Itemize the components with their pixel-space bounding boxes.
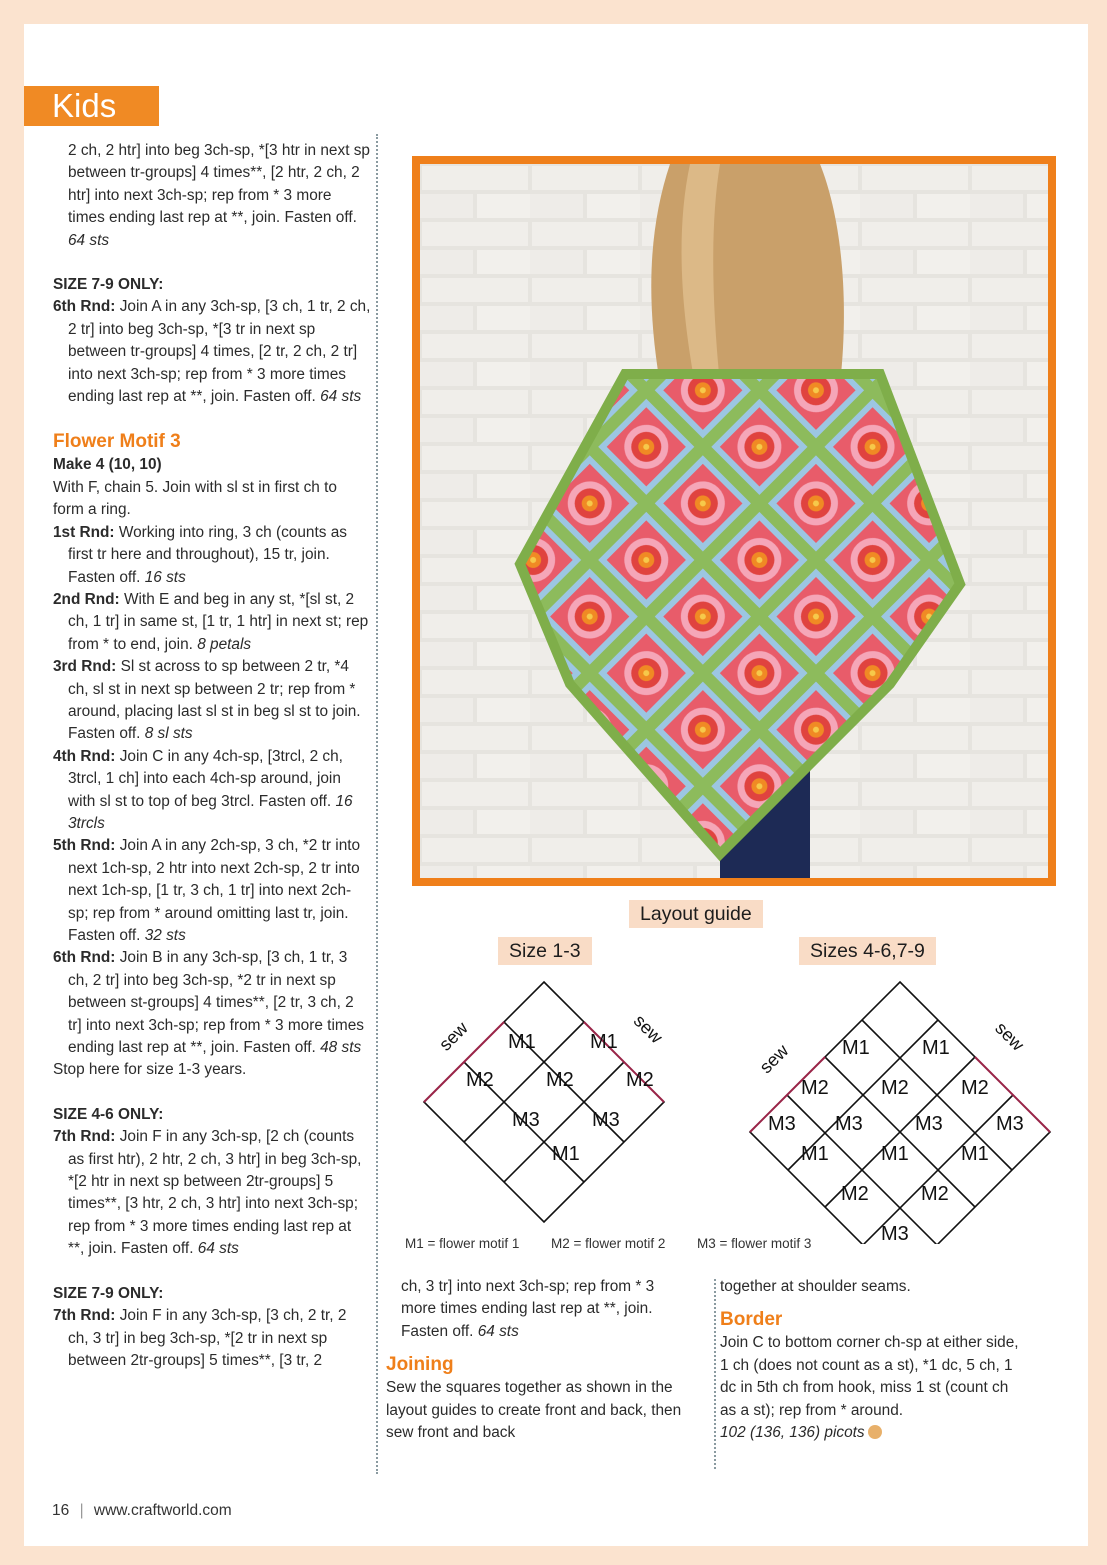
instruction-text: ch, 3 tr] into next 3ch-sp; rep from * 3 more times ending last rep at **, join. Fasten off. 64 sts [401, 1278, 655, 1340]
motif-label: M1 [590, 1031, 618, 1053]
sew-label: sew [755, 1040, 793, 1078]
section-heading-joining: Joining [386, 1354, 454, 1376]
motif-label: M2 [961, 1077, 989, 1099]
diagram-sizes-4-9 [744, 982, 1050, 1244]
round-instruction: 1st Rnd: Working into ring, 3 ch (counts as first tr here and throughout), 15 tr, join. Fasten off. 16 sts [53, 523, 347, 586]
round-instruction: 7th Rnd: Join F in any 3ch-sp, [3 ch, 2 tr, 2 ch, 3 tr] in beg 3ch-sp, *[2 tr in next sp between 2tr-groups] 5 times**, [3 tr, 2 [53, 1307, 347, 1369]
motif-label: M2 [881, 1077, 909, 1099]
instructions-column-3 [720, 1276, 1020, 1444]
motif-label: M2 [841, 1183, 869, 1205]
motif-label: M3 [881, 1223, 909, 1244]
legend-m2: M2 = flower motif 2 [551, 1236, 666, 1251]
motif-label: M2 [801, 1077, 829, 1099]
motif-label: M1 [842, 1037, 870, 1059]
motif-label: M2 [466, 1069, 494, 1091]
motif-label: M1 [508, 1031, 536, 1053]
size-1-3-label: Size 1-3 [498, 937, 592, 965]
column-divider [376, 134, 378, 1474]
motif-label: M2 [626, 1069, 654, 1091]
round-instruction: 5th Rnd: Join A in any 2ch-sp, 3 ch, *2 tr into next 1ch-sp, 2 htr into next 2ch-sp, 2 tr into next 1ch-sp, [1 tr, 3 ch, 1 tr] into next 2ch-sp; rep from * around omitting last tr, join. Fasten off. 32 sts [53, 837, 361, 944]
website-link[interactable]: www.craftworld.com [93, 1502, 232, 1519]
motif-label: M3 [768, 1113, 796, 1135]
make-count: Make 4 (10, 10) [53, 456, 162, 474]
section-heading-border: Border [720, 1309, 783, 1331]
section-tag: Kids [24, 86, 159, 126]
round-instruction: 4th Rnd: Join C in any 4ch-sp, [3trcl, 2 ch, 3trcl, 1 ch] into each 4ch-sp around, join with sl st to top of beg 3trcl. Fasten off. 16 3trcls [53, 747, 353, 832]
page [24, 24, 1088, 1546]
sew-label: sew [991, 1017, 1029, 1055]
instruction-text: Stop here for size 1-3 years. [53, 1061, 247, 1079]
motif-label: M1 [552, 1143, 580, 1165]
legend-m1: M1 = flower motif 1 [405, 1236, 520, 1251]
page-number: 16 [52, 1502, 70, 1519]
border-count: 102 (136, 136) picots [720, 1422, 1020, 1444]
sizes-4-9-label: Sizes 4-6,7-9 [799, 937, 936, 965]
round-instruction: 2nd Rnd: With E and beg in any st, *[sl st, 2 ch, 1 tr] in same st, [1 tr, 1 htr] in next st; rep from * to end, join. 8 petals [53, 590, 369, 653]
footer [52, 1502, 232, 1520]
column-divider [714, 1279, 716, 1469]
instructions-column-2 [386, 1276, 686, 1444]
poncho-photo [412, 156, 1056, 886]
motif-label: M1 [801, 1143, 829, 1165]
sew-label: sew [629, 1010, 667, 1048]
instruction-text: 2 ch, 2 htr] into beg 3ch-sp, *[3 htr in next sp between tr-groups] 4 times**, [2 htr, 2 ch, 2 htr] into next 3ch-sp; rep from * 3 more times ending last rep at **, join. Fasten off. 64 sts [68, 142, 370, 249]
border-text: Join C to bottom corner ch-sp at either side, 1 ch (does not count as a st), *1 dc, 5 ch, 1 dc in 5th ch from hook, miss 1 st (count ch as a st); rep from * around. [720, 1334, 1019, 1419]
layout-guide-title: Layout guide [629, 900, 763, 928]
instruction-text: With F, chain 5. Join with sl st in first ch to form a ring. [53, 478, 337, 519]
motif-label: M3 [915, 1113, 943, 1135]
round-instruction: 7th Rnd: Join F in any 3ch-sp, [2 ch (counts as first htr), 2 htr, 2 ch, 3 htr] in beg 3ch-sp, *[2 htr in next sp between 2tr-groups] 5 times**, [3 htr, 2 ch, 3 htr] into next 3ch-sp; rep from * 3 more times ending last rep at **, join. Fasten off. 64 sts [53, 1128, 362, 1258]
section-heading-flower-motif-3: Flower Motif 3 [53, 431, 181, 453]
instruction-text: together at shoulder seams. [720, 1278, 911, 1295]
motif-label: M1 [961, 1143, 989, 1165]
instructions-column-1 [53, 140, 371, 1372]
size-heading: SIZE 4-6 ONLY: [53, 1105, 164, 1123]
size-heading: SIZE 7-9 ONLY: [53, 276, 164, 294]
footer-separator: | [79, 1502, 84, 1519]
poncho-photo-illustration [420, 164, 1048, 878]
yarn-ball-icon [868, 1425, 882, 1439]
motif-label: M1 [922, 1037, 950, 1059]
motif-label: M3 [512, 1109, 540, 1131]
legend-m3: M3 = flower motif 3 [697, 1236, 812, 1251]
joining-text: Sew the squares together as shown in the layout guides to create front and back, then sew front and back [386, 1379, 682, 1442]
motif-label: M2 [546, 1069, 574, 1091]
motif-label: M2 [921, 1183, 949, 1205]
round-instruction: 6th Rnd: Join A in any 3ch-sp, [3 ch, 1 tr, 2 ch, 2 tr] into beg 3ch-sp, *[3 tr in next sp between tr-groups] 4 times, [2 tr, 2 ch, 2 tr] into next 3ch-sp; rep from * 3 more times ending last rep at **, join. Fasten off. 64 sts [53, 298, 371, 406]
sew-label: sew [435, 1017, 472, 1055]
size-heading: SIZE 7-9 ONLY: [53, 1284, 164, 1302]
round-instruction: 6th Rnd: Join B in any 3ch-sp, [3 ch, 1 tr, 3 ch, 2 tr] into beg 3ch-sp, *2 tr in next sp between st-groups] 4 times**, [2 tr, 3 ch, 2 tr] into next 3ch-sp; rep from * 3 more times ending last rep at **, join. Fasten off. 48 sts [53, 949, 364, 1057]
round-instruction: 3rd Rnd: Sl st across to sp between 2 tr, *4 ch, sl st in next sp between 2 tr; rep from * around, placing last sl st in beg sl st to join. Fasten off. 8 sl sts [53, 658, 361, 743]
motif-label: M1 [881, 1143, 909, 1165]
diagram-size-1-3 [424, 982, 667, 1222]
motif-label: M3 [996, 1113, 1024, 1135]
motif-label: M3 [835, 1113, 863, 1135]
layout-diagrams [404, 964, 1064, 1244]
motif-label: M3 [592, 1109, 620, 1131]
